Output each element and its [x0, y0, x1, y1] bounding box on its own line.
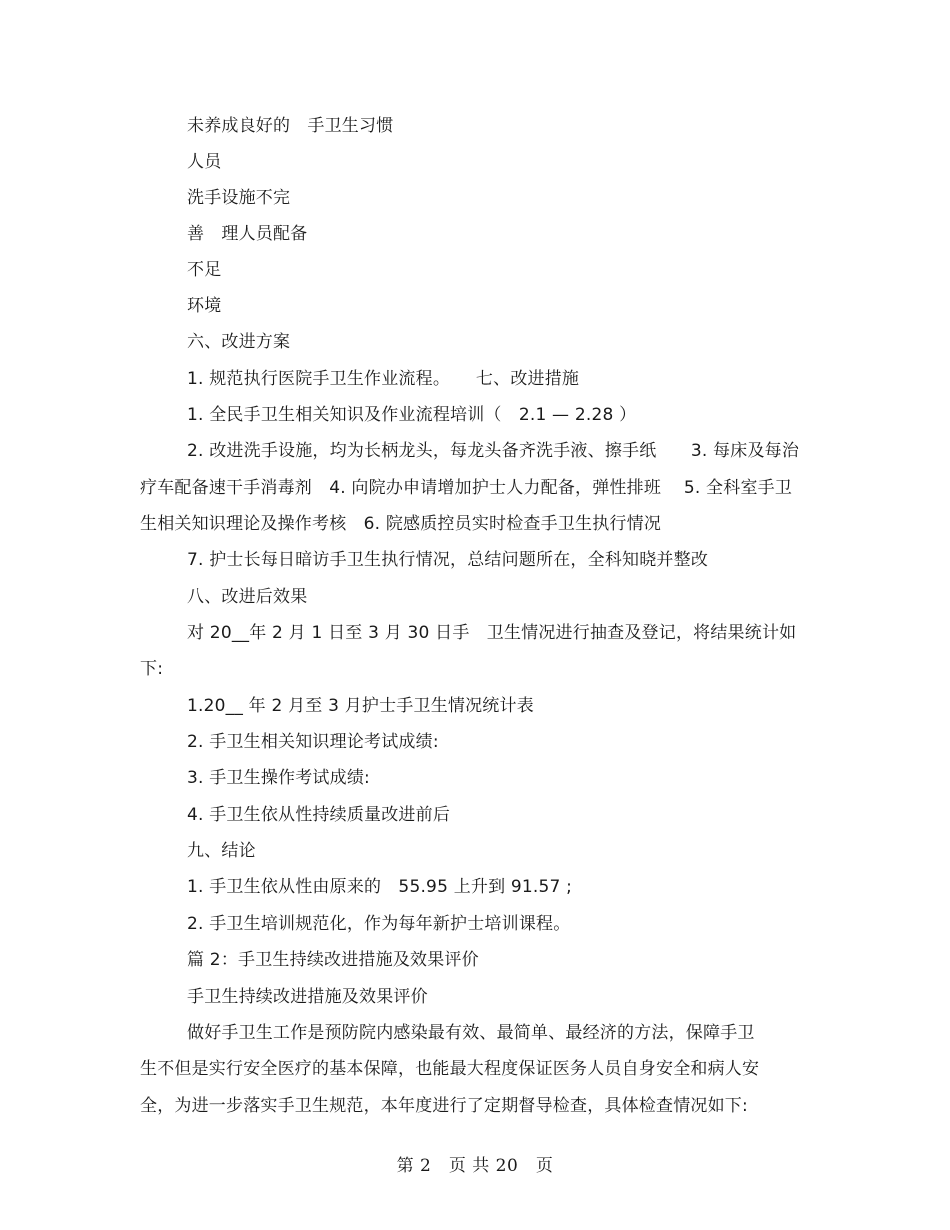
- document-title: 手卫生持续改进措施及效果评价: [187, 987, 428, 1007]
- text-line: 疗车配备速干手消毒剂 4. 向院办申请增加护士人力配备，弹性排班 5. 全科室手卫: [140, 478, 793, 498]
- text-line: 下:: [140, 659, 164, 679]
- text-line: 全，为进一步落实手卫生规范，本年度进行了定期督导检查，具体检查情况如下:: [140, 1096, 748, 1116]
- section-heading: 八、改进后效果: [187, 587, 308, 607]
- text-line: 人员: [187, 152, 222, 172]
- text-line: 对 20__年 2 月 1 日至 3 月 30 日手 卫生情况进行抽查及登记，将结果统计如: [187, 623, 797, 643]
- text-line: 未养成良好的 手卫生习惯: [187, 116, 394, 136]
- text-line: 1. 规范执行医院手卫生作业流程。 七、改进措施: [187, 369, 580, 389]
- text-line: 1.20__ 年 2 月至 3 月护士手卫生情况统计表: [187, 696, 534, 716]
- section-heading: 篇 2：手卫生持续改进措施及效果评价: [187, 950, 479, 970]
- text-line: 环境: [187, 296, 222, 316]
- text-line: 做好手卫生工作是预防院内感染最有效、最简单、最经济的方法，保障手卫: [187, 1023, 755, 1043]
- section-heading: 九、结论: [187, 841, 256, 861]
- text-line: 3. 手卫生操作考试成绩:: [187, 768, 370, 788]
- text-line: 生相关知识理论及操作考核 6. 院感质控员实时检查手卫生执行情况: [140, 514, 662, 534]
- text-line: 7. 护士长每日暗访手卫生执行情况，总结问题所在，全科知晓并整改: [187, 550, 709, 570]
- text-line: 1. 全民手卫生相关知识及作业流程培训（ 2.1 — 2.28 ）: [187, 405, 637, 425]
- text-line: 不足: [187, 260, 222, 280]
- text-line: 2. 改进洗手设施，均为长柄龙头，每龙头备齐洗手液、擦手纸 3. 每床及每治: [187, 441, 800, 461]
- page-number-footer: 第 2 页 共 20 页: [396, 1156, 554, 1176]
- text-line: 2. 手卫生培训规范化，作为每年新护士培训课程。: [187, 914, 571, 934]
- text-line: 善 理人员配备: [187, 224, 308, 244]
- text-line: 1. 手卫生依从性由原来的 55.95 上升到 91.57 ;: [187, 877, 573, 897]
- section-heading: 六、改进方案: [187, 332, 291, 352]
- text-line: 洗手设施不完: [187, 188, 291, 208]
- text-line: 2. 手卫生相关知识理论考试成绩:: [187, 732, 439, 752]
- text-line: 4. 手卫生依从性持续质量改进前后: [187, 805, 451, 825]
- text-line: 生不但是实行安全医疗的基本保障，也能最大程度保证医务人员自身安全和病人安: [140, 1059, 760, 1079]
